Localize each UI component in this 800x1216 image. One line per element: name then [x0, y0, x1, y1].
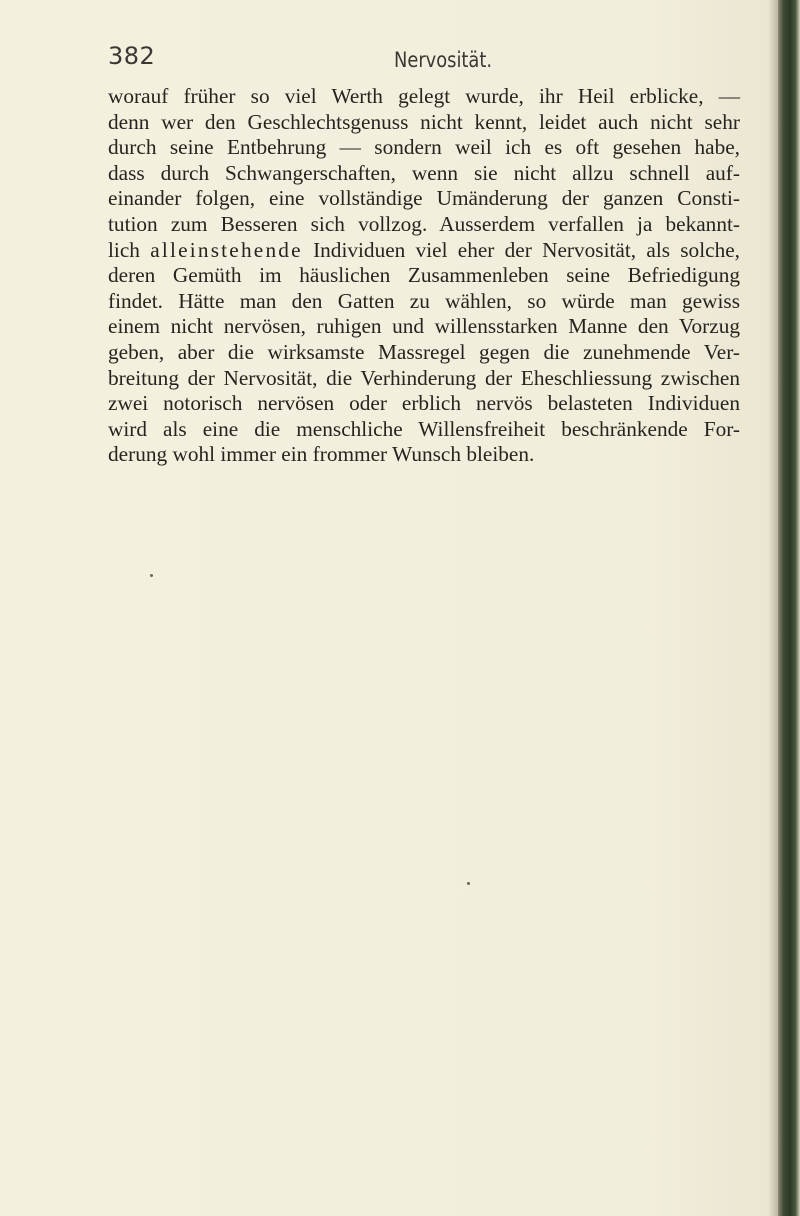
running-head: Nervosität. [394, 48, 493, 72]
line-prefix: lich [108, 237, 140, 262]
text-line: deren Gemüth im häuslichen Zusammenleben seine Befriedigung [108, 263, 740, 288]
line-rest: Individuen viel eher der Nervosität, als solche, [313, 237, 740, 262]
text-line: findet. Hätte man den Gatten zu wählen, so würde man gewiss [108, 288, 740, 313]
text-line: geben, aber die wirksamste Massregel gegen die zunehmende Ver- [108, 339, 740, 364]
text-line: dass durch Schwangerschaften, wenn sie nicht allzu schnell auf- [108, 160, 740, 185]
paper-speck [467, 882, 470, 885]
body-paragraph [108, 84, 740, 468]
text-line: einem nicht nervösen, ruhigen und willensstarken Manne den Vorzug [108, 314, 740, 339]
text-line-last: derung wohl immer ein frommer Wunsch bleiben. [108, 442, 535, 467]
text-line-emphasis [108, 238, 740, 264]
text-line: breitung der Nervosität, die Verhinderung der Eheschliessung zwischen [108, 365, 740, 390]
text-line: zwei notorisch nervösen oder erblich nervös belasteten Individuen [108, 391, 740, 416]
text-line: wird als eine die menschliche Willensfreiheit beschränkende For- [108, 416, 740, 441]
text-line: durch seine Entbehrung — sondern weil ich es oft gesehen habe, [108, 135, 740, 160]
text-line: tution zum Besseren sich vollzog. Ausserdem verfallen ja bekannt- [108, 211, 740, 236]
text-line: denn wer den Geschlechtsgenuss nicht kennt, leidet auch nicht sehr [108, 109, 740, 134]
text-line: einander folgen, eine vollständige Umänderung der ganzen Consti- [108, 186, 740, 211]
paper-speck [150, 574, 153, 577]
page-header [108, 42, 748, 76]
page-edge-shadow [768, 0, 778, 1216]
emphasized-word: alleinstehende [150, 237, 303, 262]
text-line: worauf früher so viel Werth gelegt wurde, ihr Heil erblicke, — [108, 84, 740, 108]
book-binding-edge [778, 0, 800, 1216]
page-number: 382 [108, 42, 156, 70]
